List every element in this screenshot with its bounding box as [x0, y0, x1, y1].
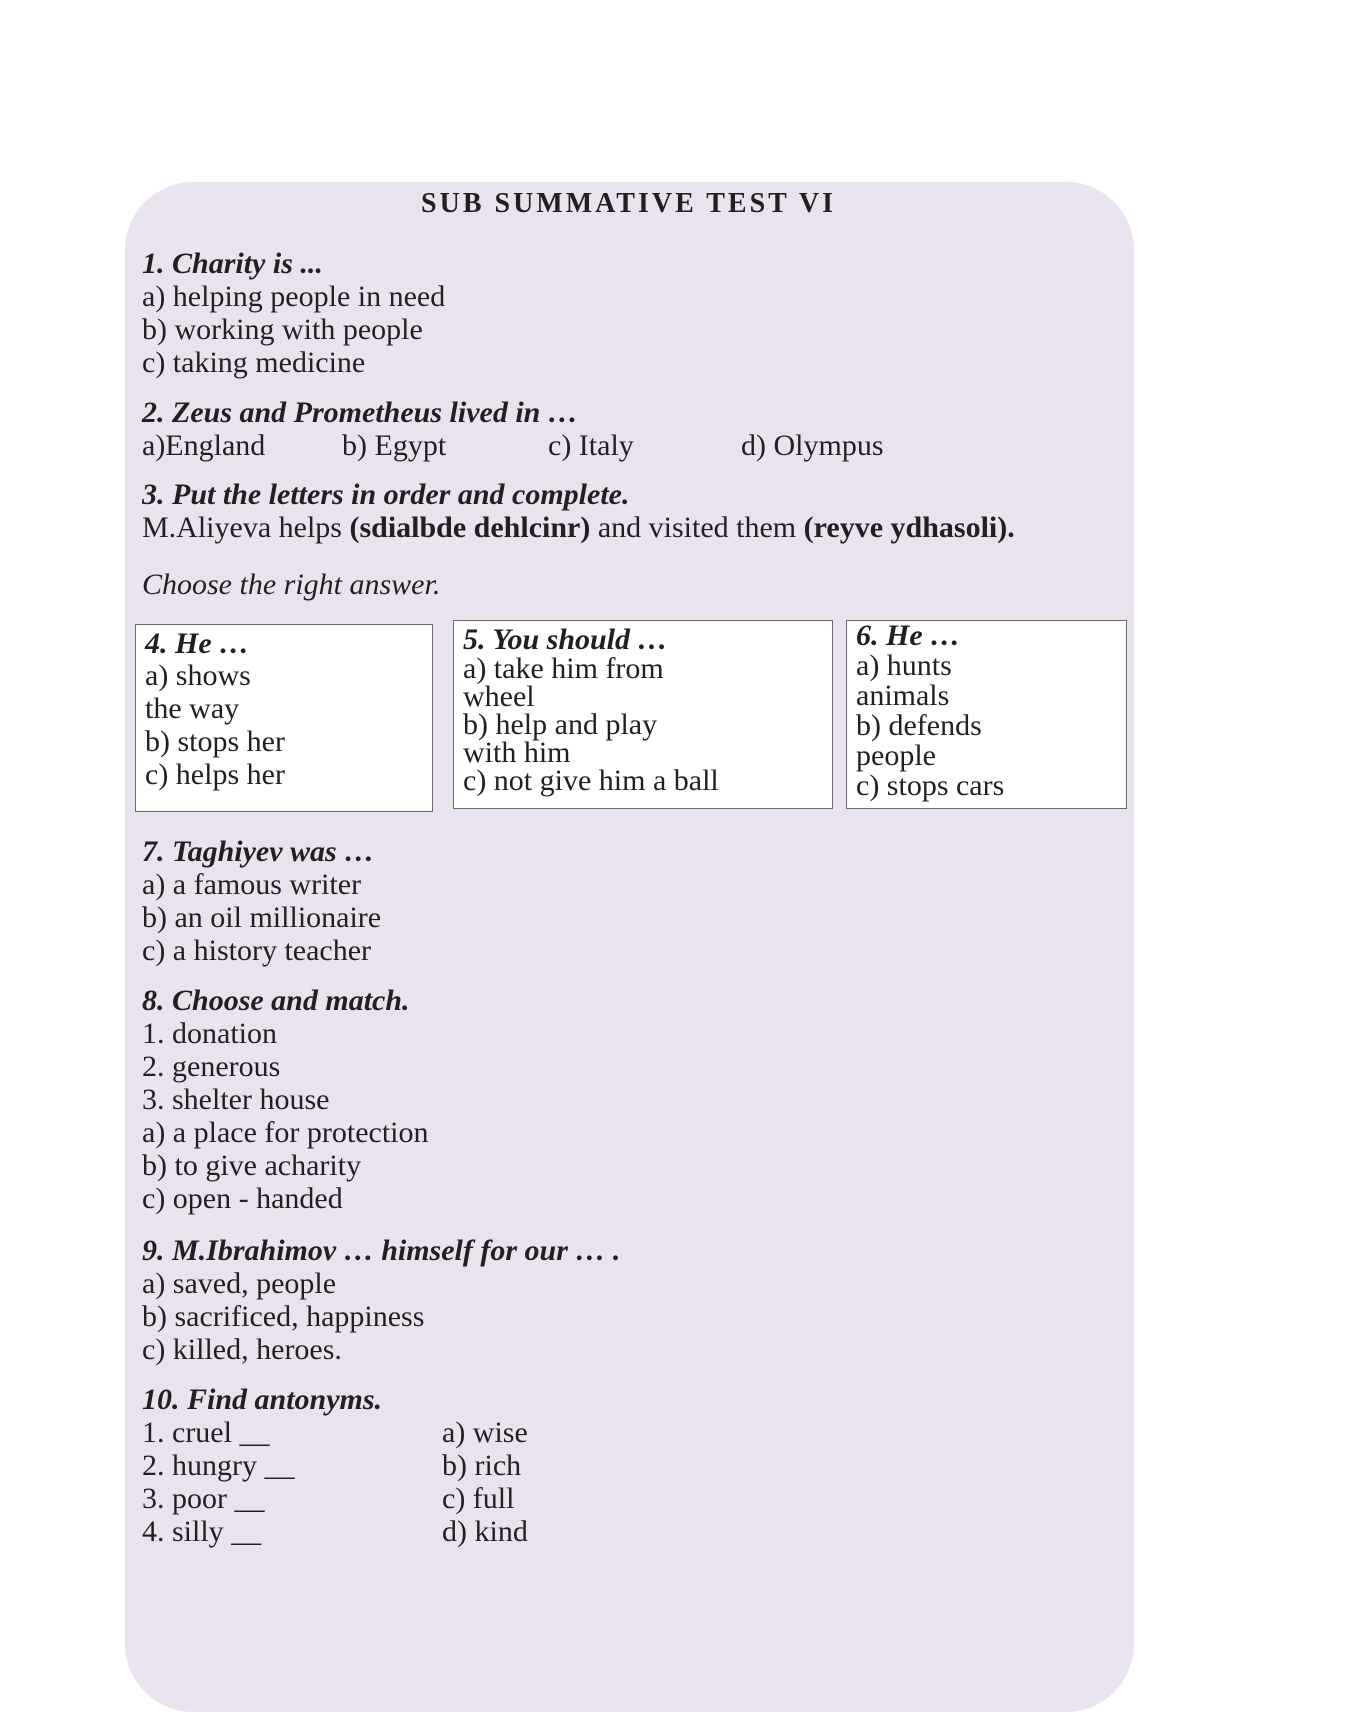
question-6-line: people — [856, 739, 936, 772]
question-7-option-b: b) an oil millionaire — [142, 901, 382, 934]
question-6-line: animals — [856, 679, 950, 712]
question-10-answers — [442, 1416, 528, 1548]
question-9-option-a: a) saved, people — [142, 1267, 337, 1300]
question-2-option-b: b) Egypt — [342, 429, 447, 462]
question-8-item: b) to give acharity — [142, 1149, 362, 1182]
question-7-text: 7. Taghiyev was … — [142, 835, 375, 868]
question-10-answer: d) kind — [442, 1515, 528, 1548]
question-1 — [142, 247, 445, 379]
question-2-option-a: a)England — [142, 429, 266, 462]
question-10-word: 1. cruel __ — [142, 1416, 270, 1449]
question-7 — [142, 835, 381, 967]
question-6-line: b) defends — [856, 709, 982, 742]
question-1-option-b: b) working with people — [142, 313, 423, 346]
question-6-box — [846, 620, 1127, 809]
question-5-line: with him — [463, 736, 571, 769]
question-3-text-before: M.Aliyeva helps — [142, 511, 350, 544]
question-10-answer: a) wise — [442, 1416, 528, 1449]
question-10-answer: c) full — [442, 1482, 515, 1515]
question-10-word: 2. hungry __ — [142, 1449, 295, 1482]
instruction-text: Choose the right answer. — [142, 568, 441, 601]
question-9-text: 9. M.Ibrahimov … himself for our … . — [142, 1234, 621, 1267]
question-2-text: 2. Zeus and Prometheus lived in … — [142, 396, 578, 429]
question-7-option-c: c) a history teacher — [142, 934, 372, 967]
question-8-item: c) open - handed — [142, 1182, 343, 1215]
question-1-option-c: c) taking medicine — [142, 346, 366, 379]
question-5-box — [453, 620, 833, 809]
question-1-text: 1. Charity is ... — [142, 247, 323, 280]
question-6-line: a) hunts — [856, 649, 952, 682]
question-5-line: c) not give him a ball — [463, 764, 719, 797]
question-10-answer: b) rich — [442, 1449, 522, 1482]
question-3-text-middle: and visited them — [590, 511, 804, 544]
question-9 — [142, 1234, 620, 1366]
question-1-option-a: a) helping people in need — [142, 280, 446, 313]
question-9-option-c: c) killed, heroes. — [142, 1333, 342, 1366]
question-9-option-b: b) sacrificed, happiness — [142, 1300, 425, 1333]
question-8-text: 8. Choose and match. — [142, 984, 410, 1017]
question-8-item: 3. shelter house — [142, 1083, 330, 1116]
question-5-line: a) take him from — [463, 652, 664, 685]
question-8-item: a) a place for protection — [142, 1116, 429, 1149]
question-4-line: the way — [145, 692, 240, 725]
question-8-item: 2. generous — [142, 1050, 281, 1083]
question-4-line: a) shows — [145, 659, 251, 692]
question-10 — [142, 1383, 382, 1548]
page-title: SUB SUMMATIVE TEST VI — [421, 188, 836, 219]
question-6-line: c) stops cars — [856, 769, 1005, 802]
question-2-option-c: c) Italy — [548, 429, 634, 462]
question-10-text: 10. Find antonyms. — [142, 1383, 383, 1416]
question-10-word: 3. poor __ — [142, 1482, 265, 1515]
question-3-scrambled-1: (sdialbde dehlcinr) — [349, 511, 591, 544]
question-5-line: b) help and play — [463, 708, 658, 741]
question-10-word: 4. silly __ — [142, 1515, 262, 1548]
question-8-item: 1. donation — [142, 1017, 277, 1050]
question-3-sentence — [142, 511, 1015, 544]
question-7-option-a: a) a famous writer — [142, 868, 362, 901]
question-6-text: 6. He … — [856, 619, 961, 652]
question-8 — [142, 984, 429, 1215]
question-4-box — [135, 624, 433, 812]
question-4-text: 4. He … — [145, 627, 250, 660]
question-5-text: 5. You should … — [463, 623, 668, 656]
question-2-option-d: d) Olympus — [741, 429, 884, 462]
question-4-line: c) helps her — [145, 758, 285, 791]
question-4-line: b) stops her — [145, 725, 285, 758]
question-3-text: 3. Put the letters in order and complete. — [142, 478, 630, 511]
question-3-scrambled-2: (reyve ydhasoli). — [803, 511, 1015, 544]
question-5-line: wheel — [463, 680, 535, 713]
